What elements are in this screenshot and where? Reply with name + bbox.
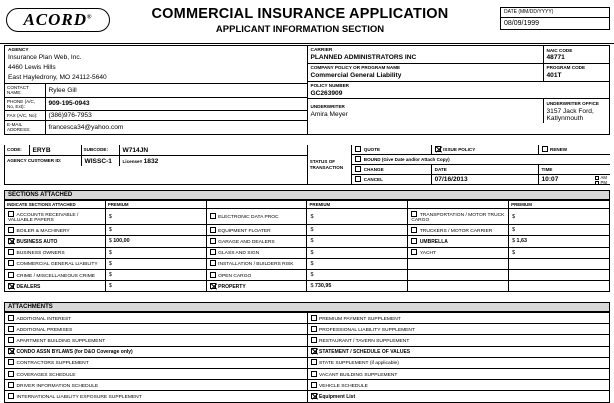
section-premium-business-auto[interactable]: $ 100,00	[105, 236, 206, 247]
state-supplement-label: STATE SUPPLEMENT (if applicable)	[319, 361, 399, 367]
attachment-premium-payment-supplement[interactable]	[307, 313, 610, 324]
attachment-additional-premises[interactable]	[5, 324, 308, 335]
apartment-building-supplement-checkbox[interactable]	[8, 337, 14, 343]
title-block	[120, 6, 480, 35]
contractors-supplement-label: CONTRACTORS SUPPLEMENT	[16, 361, 89, 367]
status-label-cell	[308, 145, 352, 184]
table-row	[5, 346, 610, 357]
attachment-additional-interest[interactable]	[5, 313, 308, 324]
status-renew-cell[interactable]	[538, 145, 610, 155]
agency-address-line1[interactable]: 4460 Lewis Hills	[8, 64, 56, 71]
crime-label: CRIME / MISCELLANEOUS CRIME	[16, 273, 96, 279]
section-item-accounts-receivable[interactable]	[5, 209, 106, 225]
garage-and-dealers-checkbox[interactable]	[210, 238, 216, 244]
yacht-checkbox[interactable]	[411, 249, 417, 255]
section-item-equipment-floater[interactable]	[206, 225, 307, 236]
bound-label: BOUND (Give Date and/or Attach Copy)	[363, 157, 450, 162]
am-checkbox[interactable]	[595, 176, 599, 180]
vacant-building-supplement-checkbox[interactable]	[311, 371, 317, 377]
policy-number-cell	[308, 81, 610, 99]
change-label: CHANGE	[363, 167, 384, 172]
table-row	[5, 258, 610, 269]
customer-id-value-cell	[81, 156, 119, 167]
attachment-contractors-supplement[interactable]	[5, 357, 308, 368]
installation-builders-risk-label: INSTALLATION / BUILDERS RISK	[218, 262, 294, 268]
email-value-cell	[45, 121, 307, 134]
section-item-property[interactable]	[206, 281, 307, 292]
professional-liability-supplement-label: PROFESSIONAL LIABILITY SUPPLEMENT	[319, 327, 415, 333]
license-cell	[119, 156, 307, 167]
statement-schedule-of-values-checkbox[interactable]	[311, 348, 317, 354]
table-row	[5, 380, 610, 391]
accounts-receivable-label: ACCOUNTS RECEIVABLE / VALUABLE PAPERS	[8, 212, 79, 223]
section-premium-business-owners[interactable]: $	[105, 247, 206, 258]
restaurant-tavern-supplement-checkbox[interactable]	[311, 337, 317, 343]
section-item-electronic-data-proc[interactable]	[206, 209, 307, 225]
contact-name-value[interactable]: Rylee Gill	[48, 86, 77, 94]
status-date-value[interactable]: 07/16/2013	[434, 176, 468, 183]
section-premium-accounts-receivable[interactable]: $	[105, 209, 206, 225]
underwriter-label: UNDERWRITER	[310, 104, 345, 110]
status-row	[4, 145, 610, 185]
date-box	[500, 7, 610, 30]
table-row	[5, 324, 610, 335]
fax-label: FAX (A/C, No):	[7, 112, 38, 118]
boiler-machinery-label: BOILER & MACHINERY	[16, 228, 70, 234]
customer-id-value[interactable]: WISSC-1	[84, 157, 112, 165]
status-quote-cell[interactable]	[352, 145, 431, 155]
commercial-general-liability-label: COMMERCIAL GENERAL LIABILITY	[16, 262, 98, 268]
am-label: AM	[600, 175, 607, 180]
truckers-motor-carrier-label: TRUCKERS / MOTOR CARRIER	[419, 228, 493, 234]
statement-schedule-of-values-label: STATEMENT / SCHEDULE OF VALUES	[319, 349, 411, 356]
section-item-business-auto[interactable]	[5, 236, 106, 247]
transportation-cargo-checkbox[interactable]	[411, 211, 417, 217]
attachment-driver-information-schedule[interactable]	[5, 380, 308, 391]
underwriter-office-label: UNDERWRITER OFFICE	[546, 100, 599, 106]
section-premium-yacht[interactable]: $	[509, 247, 610, 258]
attachment-state-supplement[interactable]	[307, 357, 610, 368]
underwriter-cell	[308, 99, 544, 123]
vehicle-schedule-checkbox[interactable]	[311, 382, 317, 388]
subcode-label: SUBCODE:	[83, 147, 109, 153]
program-code-label: PROGRAM CODE	[546, 65, 586, 71]
attachment-apartment-building-supplement[interactable]	[5, 335, 308, 346]
code-value-cell	[29, 145, 81, 156]
open-cargo-label: OPEN CARGO	[218, 273, 252, 279]
attachment-coverages-schedule[interactable]	[5, 368, 308, 379]
change-checkbox[interactable]	[355, 166, 361, 172]
sections-attached-title: SECTIONS ATTACHED	[4, 190, 610, 200]
section-premium-dealers[interactable]: $	[105, 281, 206, 292]
customer-id-label-cell	[5, 156, 81, 167]
section-premium-commercial-general-liability[interactable]: $	[105, 258, 206, 269]
table-row	[5, 357, 610, 368]
agency-name[interactable]: Insurance Plan Web, Inc.	[8, 54, 82, 61]
international-liability-exposure-checkbox[interactable]	[8, 393, 14, 399]
section-premium-boiler-machinery[interactable]: $	[105, 225, 206, 236]
accounts-receivable-checkbox[interactable]	[8, 211, 14, 217]
phone-value[interactable]: 909-195-0943	[48, 100, 90, 108]
condo-assn-bylaws-checkbox[interactable]	[8, 348, 14, 354]
subcode-label-cell	[81, 145, 119, 156]
vehicle-schedule-label: VEHICLE SCHEDULE	[319, 383, 368, 389]
section-item-boiler-machinery[interactable]	[5, 225, 106, 236]
section-item-open-cargo[interactable]	[206, 269, 307, 280]
status-date-label: DATE	[434, 166, 447, 172]
table-row	[5, 313, 610, 324]
table-row	[5, 281, 610, 292]
section-item-yacht[interactable]	[408, 247, 509, 258]
apartment-building-supplement-label: APARTMENT BUILDING SUPPLEMENT	[16, 338, 106, 344]
naic-value[interactable]: 48771	[546, 54, 565, 62]
table-row	[5, 236, 610, 247]
truckers-motor-carrier-checkbox[interactable]	[411, 227, 417, 233]
dealers-label: DEALERS	[16, 283, 41, 290]
table-row	[5, 269, 610, 280]
code-label-cell	[5, 145, 29, 156]
company-policy-value[interactable]: Commercial General Liability	[310, 72, 402, 80]
international-liability-exposure-label: INTERNATIONAL LIABILITY EXPOSURE SUPPLEMENT	[16, 394, 142, 400]
attachment-professional-liability-supplement[interactable]	[307, 324, 610, 335]
status-date-header-cell	[431, 165, 538, 175]
underwriter-value[interactable]: Amira Meyer	[310, 111, 348, 119]
sections-col2-header	[206, 201, 307, 209]
pm-checkbox[interactable]	[595, 181, 599, 185]
commercial-general-liability-checkbox[interactable]	[8, 260, 14, 266]
driver-information-schedule-checkbox[interactable]	[8, 382, 14, 388]
state-supplement-checkbox[interactable]	[311, 359, 317, 365]
contractors-supplement-checkbox[interactable]	[8, 359, 14, 365]
section-premium-crime[interactable]: $	[105, 269, 206, 280]
carrier-panel	[307, 46, 610, 135]
section-premium-truckers-motor-carrier[interactable]: $	[509, 225, 610, 236]
table-row	[5, 391, 610, 402]
driver-information-schedule-label: DRIVER INFORMATION SCHEDULE	[16, 383, 99, 389]
underwriter-office-value[interactable]: 3157 Jack Ford, Katlynmouth	[546, 107, 594, 122]
status-time-header-cell	[538, 165, 610, 175]
equipment-floater-checkbox[interactable]	[210, 227, 216, 233]
table-row	[5, 247, 610, 258]
subcode-value-cell	[119, 145, 307, 156]
logo-registered-mark: ®	[87, 14, 93, 21]
date-label: DATE (MM/DD/YYYY)	[501, 8, 609, 18]
section-premium-garage-and-dealers[interactable]: $	[307, 236, 408, 247]
premium-payment-supplement-checkbox[interactable]	[311, 315, 317, 321]
professional-liability-supplement-checkbox[interactable]	[311, 326, 317, 332]
cancel-label: CANCEL	[363, 177, 383, 182]
business-owners-label: BUSINESS OWNERS	[16, 251, 65, 257]
glass-and-sign-checkbox[interactable]	[210, 249, 216, 255]
status-date-value-cell	[431, 175, 538, 185]
additional-interest-checkbox[interactable]	[8, 315, 14, 321]
renew-label: RENEW	[550, 147, 568, 152]
transportation-cargo-label: TRANSPORTATION / MOTOR TRUCK CARGO	[411, 212, 505, 223]
carrier-cell	[308, 46, 544, 63]
yacht-label: YACHT	[419, 251, 437, 257]
section-premium-property[interactable]: $ 730,95	[307, 281, 408, 292]
quote-checkbox[interactable]	[355, 146, 361, 152]
crime-checkbox[interactable]	[8, 272, 14, 278]
acord-logo	[6, 8, 110, 32]
email-label: E-MAIL ADDRESS:	[7, 122, 31, 133]
sections-attached-block	[4, 190, 610, 292]
condo-assn-bylaws-label: CONDO ASSN BYLAWS (for D&O Coverage only)	[16, 349, 133, 356]
section-item-blank-2[interactable]	[408, 269, 509, 280]
section-item-transportation-cargo[interactable]	[408, 209, 509, 225]
phone-label: PHONE (A/C, No, Ext):	[7, 98, 36, 109]
customer-id-label: AGENCY CUSTOMER ID:	[7, 158, 62, 164]
section-item-commercial-general-liability[interactable]	[5, 258, 106, 269]
date-value[interactable]: 08/09/1999	[504, 19, 540, 27]
section-premium-transportation-cargo[interactable]: $	[509, 209, 610, 225]
table-row	[5, 335, 610, 346]
section-item-blank-3[interactable]	[408, 281, 509, 292]
electronic-data-proc-checkbox[interactable]	[210, 213, 216, 219]
sections-col2-premium-header	[307, 201, 408, 209]
sections-col1-premium-header-text: PREMIUM	[107, 202, 129, 207]
status-change-cell[interactable]	[352, 165, 431, 175]
section-premium-blank-3[interactable]	[509, 281, 610, 292]
attachment-statement-schedule-of-values[interactable]	[307, 346, 610, 357]
policy-number-value[interactable]: GC263909	[310, 89, 343, 97]
open-cargo-checkbox[interactable]	[210, 272, 216, 278]
status-bound-cell[interactable]	[352, 155, 610, 165]
code-label: CODE:	[7, 147, 22, 153]
attachment-vehicle-schedule[interactable]	[307, 380, 610, 391]
table-row	[5, 225, 610, 236]
sections-col3-premium-header	[509, 201, 610, 209]
sections-col1-premium-header	[105, 201, 206, 209]
attachment-vacant-building-supplement[interactable]	[307, 368, 610, 379]
status-issue-policy-cell[interactable]	[431, 145, 538, 155]
status-time-value-cell	[538, 175, 610, 185]
sections-col2-premium-header-text: PREMIUM	[309, 202, 331, 207]
coverages-schedule-label: COVERAGES SCHEDULE	[16, 372, 76, 378]
section-item-business-owners[interactable]	[5, 247, 106, 258]
restaurant-tavern-supplement-label: RESTAURANT / TAVERN SUPPLEMENT	[319, 338, 410, 344]
phone-value-cell	[45, 97, 307, 111]
attachment-equipment-list[interactable]	[307, 391, 610, 402]
property-premium: 730,95	[314, 283, 332, 290]
logo-text: ACORD	[23, 10, 88, 29]
company-policy-label: COMPANY POLICY OR PROGRAM NAME	[310, 65, 401, 71]
section-item-dealers[interactable]	[5, 281, 106, 292]
property-label: PROPERTY	[218, 283, 246, 290]
status-time-value[interactable]: 10:07	[541, 176, 559, 183]
agency-address-line2[interactable]: East Hayledrony, MO 24112-5640	[8, 74, 107, 81]
naic-cell	[543, 46, 609, 63]
attachments-title: ATTACHMENTS	[4, 302, 610, 312]
fax-label-cell	[5, 111, 45, 121]
equipment-list-checkbox[interactable]	[311, 393, 317, 399]
umbrella-label: UMBRELLA	[419, 238, 448, 245]
sections-col1-header-text: INDICATE SECTIONS ATTACHED	[7, 202, 76, 207]
attachments-block	[4, 302, 610, 403]
code-panel	[5, 145, 308, 185]
status-time-label: TIME	[541, 166, 553, 172]
agency-label: AGENCY	[8, 47, 29, 53]
business-owners-checkbox[interactable]	[8, 249, 14, 255]
license-label: License#	[122, 158, 143, 164]
status-label: STATUS OF TRANSACTION	[309, 159, 344, 170]
status-cancel-cell[interactable]	[352, 175, 431, 185]
attachment-international-liability-exposure[interactable]	[5, 391, 308, 402]
equipment-list-label: Equipment List	[319, 393, 356, 400]
company-policy-cell	[308, 63, 544, 81]
section-item-installation-builders-risk[interactable]	[206, 258, 307, 269]
electronic-data-proc-label: ELECTRONIC DATA PROC	[218, 215, 279, 221]
section-item-truckers-motor-carrier[interactable]	[408, 225, 509, 236]
program-code-value[interactable]: 401T	[546, 72, 562, 80]
program-code-cell	[543, 63, 609, 81]
page-title: COMMERCIAL INSURANCE APPLICATION	[151, 6, 449, 22]
contact-name-label: CONTACT NAME:	[7, 85, 29, 96]
property-checkbox[interactable]	[210, 283, 216, 289]
coverages-schedule-checkbox[interactable]	[8, 371, 14, 377]
quote-label: QUOTE	[363, 147, 381, 152]
license-value[interactable]: 1832	[143, 157, 159, 165]
agency-panel	[5, 46, 308, 135]
equipment-floater-label: EQUIPMENT FLOATER	[218, 228, 271, 234]
section-premium-open-cargo[interactable]: $	[307, 269, 408, 280]
boiler-machinery-checkbox[interactable]	[8, 227, 14, 233]
page-subtitle: APPLICANT INFORMATION SECTION	[215, 24, 385, 35]
form-header	[0, 0, 614, 44]
section-item-glass-and-sign[interactable]	[206, 247, 307, 258]
underwriter-office-cell	[543, 99, 609, 123]
sections-col3-header	[408, 201, 509, 209]
attachment-restaurant-tavern-supplement[interactable]	[307, 335, 610, 346]
contact-name-label-cell	[5, 84, 45, 98]
installation-builders-risk-checkbox[interactable]	[210, 260, 216, 266]
issue-policy-checkbox[interactable]	[435, 146, 441, 152]
section-premium-glass-and-sign[interactable]: $	[307, 247, 408, 258]
renew-checkbox[interactable]	[542, 146, 548, 152]
section-premium-blank-1[interactable]	[509, 258, 610, 269]
issue-policy-label: ISSUE POLICY	[443, 147, 476, 152]
business-auto-checkbox[interactable]	[8, 238, 14, 244]
section-item-crime[interactable]	[5, 269, 106, 280]
additional-premises-label: ADDITIONAL PREMISES	[16, 327, 73, 333]
section-item-umbrella[interactable]	[408, 236, 509, 247]
umbrella-checkbox[interactable]	[411, 238, 417, 244]
attachment-condo-assn-bylaws[interactable]	[5, 346, 308, 357]
naic-label: NAIC CODE	[546, 47, 573, 53]
premium-payment-supplement-label: PREMIUM PAYMENT SUPPLEMENT	[319, 316, 401, 322]
business-auto-label: BUSINESS AUTO	[16, 238, 58, 245]
section-premium-equipment-floater[interactable]: $	[307, 225, 408, 236]
section-premium-electronic-data-proc[interactable]: $	[307, 209, 408, 225]
additional-premises-checkbox[interactable]	[8, 326, 14, 332]
email-value[interactable]: francesca34@yahoo.com	[48, 123, 124, 131]
garage-and-dealers-label: GARAGE AND DEALERS	[218, 239, 275, 245]
fax-value[interactable]: (386)976-7953	[48, 112, 92, 120]
section-item-blank-1[interactable]	[408, 258, 509, 269]
table-row	[5, 368, 610, 379]
section-premium-umbrella[interactable]: $ 1,63	[509, 236, 610, 247]
umbrella-premium: 1,63	[516, 238, 527, 245]
carrier-label: CARRIER	[310, 47, 333, 53]
status-panel	[307, 145, 610, 185]
pm-label: PM	[600, 180, 607, 185]
code-value[interactable]: ERYB	[32, 146, 51, 154]
section-premium-installation-builders-risk[interactable]: $	[307, 258, 408, 269]
table-row	[5, 209, 610, 225]
phone-label-cell	[5, 97, 45, 111]
additional-interest-label: ADDITIONAL INTEREST	[16, 316, 72, 322]
sections-col3-premium-header-text: PREMIUM	[511, 202, 532, 207]
section-premium-blank-2[interactable]	[509, 269, 610, 280]
vacant-building-supplement-label: VACANT BUILDING SUPPLEMENT	[319, 372, 398, 378]
business-auto-premium: 100,00	[113, 238, 130, 245]
bound-checkbox[interactable]	[355, 156, 361, 162]
agency-carrier-block	[4, 45, 610, 135]
email-label-cell	[5, 121, 45, 134]
carrier-name[interactable]: PLANNED ADMINISTRATORS INC	[310, 54, 417, 62]
dealers-checkbox[interactable]	[8, 283, 14, 289]
cancel-checkbox[interactable]	[355, 176, 361, 182]
contact-name-value-cell	[45, 84, 307, 98]
section-item-garage-and-dealers[interactable]	[206, 236, 307, 247]
pm-option[interactable]	[595, 180, 607, 185]
policy-number-label: POLICY NUMBER	[310, 83, 349, 89]
sections-col1-header	[5, 201, 106, 209]
fax-value-cell	[45, 111, 307, 121]
glass-and-sign-label: GLASS AND SIGN	[218, 251, 260, 257]
subcode-value[interactable]: W714JN	[122, 146, 149, 154]
